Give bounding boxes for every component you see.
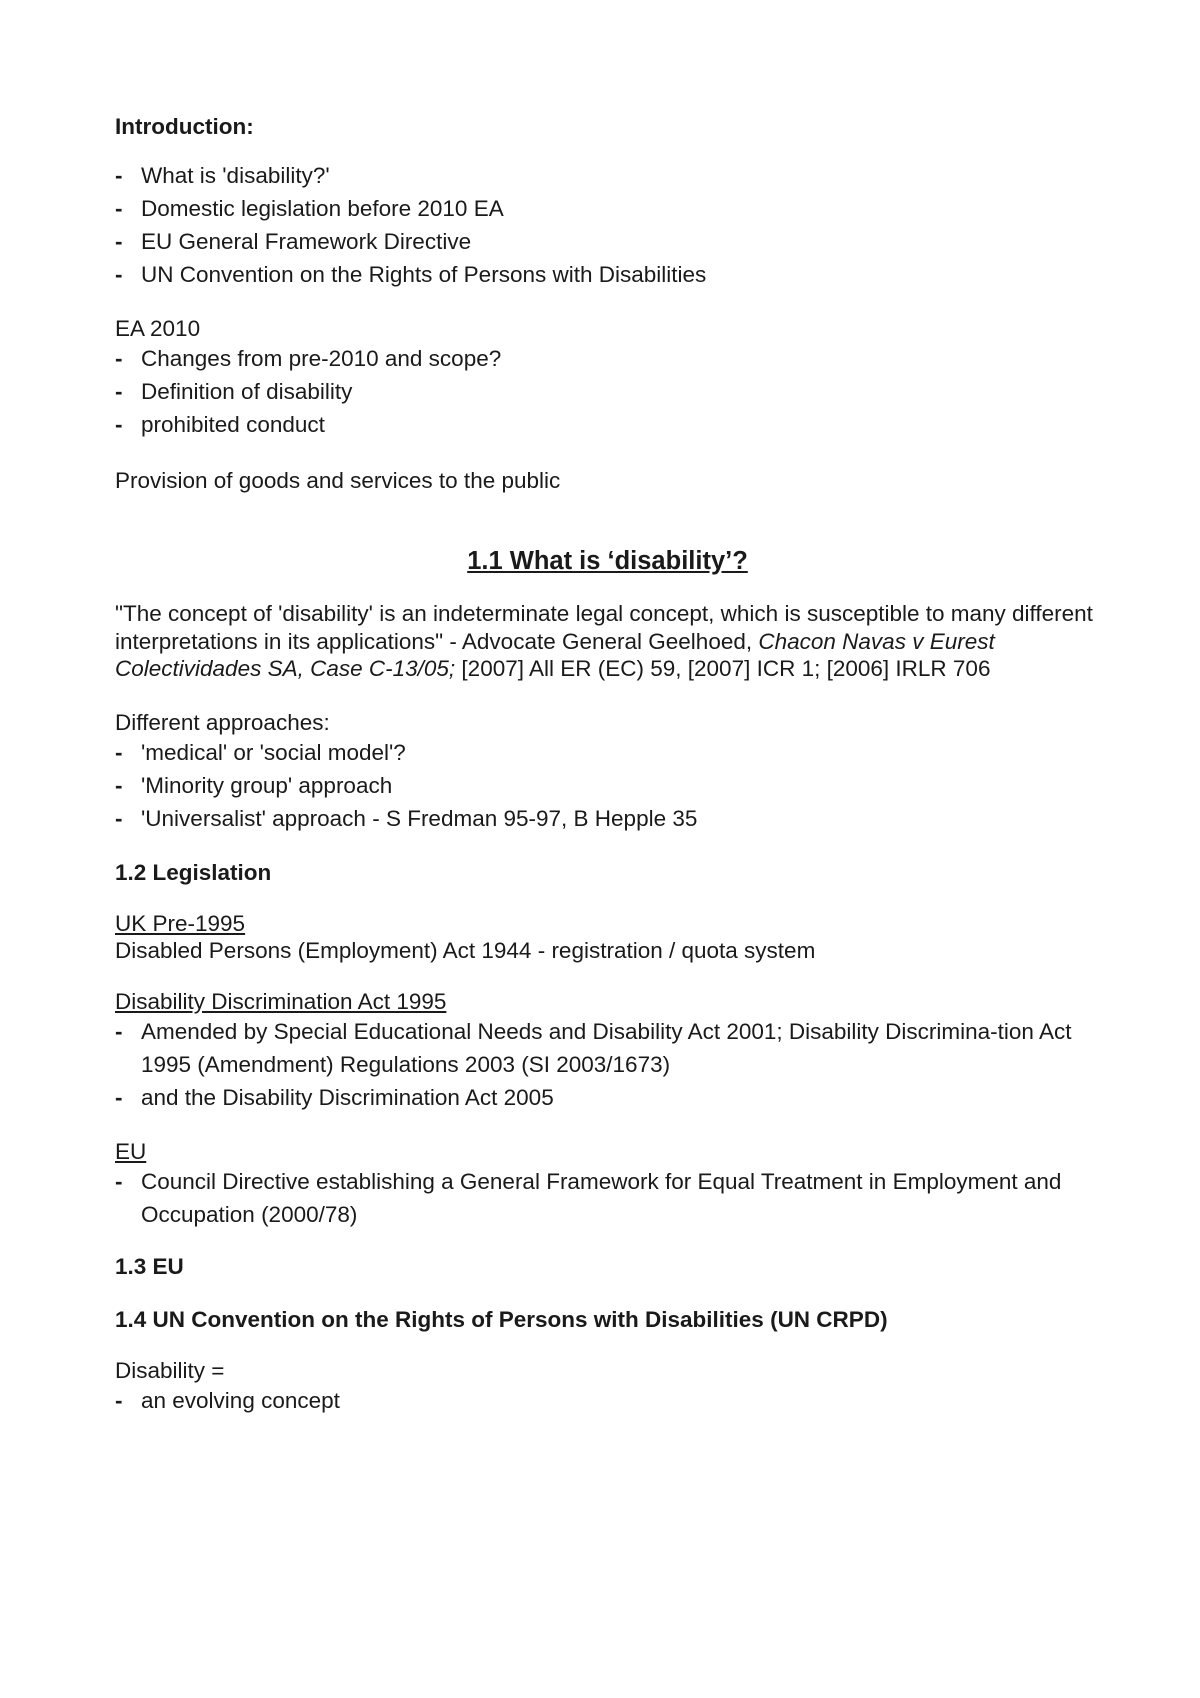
approaches-title: Different approaches: (115, 709, 330, 735)
dash-bullet: - (115, 805, 123, 831)
disability-def-list (115, 1384, 1100, 1417)
list-item: - UN Convention on the Rights of Persons with Disabilities (115, 258, 1100, 291)
approaches-list (115, 736, 1100, 835)
dda-list (115, 1015, 1100, 1114)
dash-bullet: - (115, 772, 123, 798)
list-item: - 'Universalist' approach - S Fredman 95-97, B Hepple 35 (115, 802, 1100, 835)
list-item: - What is 'disability?' (115, 159, 1100, 192)
list-item: - and the Disability Discrimination Act 2005 (115, 1081, 1100, 1114)
section-1-4-heading: 1.4 UN Convention on the Rights of Persons with Disabilities (UN CRPD) (115, 1306, 888, 1332)
list-item: - Council Directive establishing a General Framework for Equal Treatment in Employment and Occupation (2000/78) (115, 1165, 1100, 1231)
intro-list (115, 159, 1100, 291)
case-name: Chacon Navas v Eurest Colectividades SA, Case C-13/05; (115, 628, 995, 681)
list-item: - Amended by Special Educational Needs and Disability Act 2001; Disability Discrimina-tion Act 1995 (Amendment) Regulations 2003 (SI 2003/1673) (115, 1015, 1100, 1081)
dda-title: Disability Discrimination Act 1995 (115, 988, 447, 1014)
provision-text: Provision of goods and services to the public (115, 468, 561, 493)
intro-title: Introduction: (115, 114, 254, 139)
dash-bullet: - (115, 163, 123, 188)
list-item: - Domestic legislation before 2010 EA (115, 192, 1100, 225)
list-item: - 'medical' or 'social model'? (115, 736, 1100, 769)
dash-bullet: - (115, 1168, 123, 1194)
ea-list (115, 342, 1100, 441)
eu-title: EU (115, 1138, 147, 1164)
dash-bullet: - (115, 229, 123, 254)
dash-bullet: - (115, 379, 123, 404)
section-1-1-heading: 1.1 What is ‘disability’? (467, 547, 748, 575)
document-page (115, 113, 1100, 1417)
dash-bullet: - (115, 346, 123, 371)
list-item: - 'Minority group' approach (115, 769, 1100, 802)
list-item: - Definition of disability (115, 375, 1100, 408)
list-item: - EU General Framework Directive (115, 225, 1100, 258)
uk-pre-1995-title: UK Pre-1995 (115, 910, 246, 936)
dash-bullet: - (115, 196, 123, 221)
section-1-2-heading: 1.2 Legislation (115, 859, 272, 885)
ea-title: EA 2010 (115, 316, 201, 341)
section-1-3-heading: 1.3 EU (115, 1253, 184, 1279)
quote-paragraph: "The concept of 'disability' is an indeterminate legal concept, which is susceptible to many different interpretations in its applications" - Advocate General Geelhoed, Chacon Navas v Eurest Colectividades SA, Case C-13/05; [2007] All ER (EC) 59, [2007] ICR 1; [2006] IRLR 706 (115, 601, 1093, 681)
list-item: - Changes from pre-2010 and scope? (115, 342, 1100, 375)
list-item: - prohibited conduct (115, 408, 1100, 441)
list-item: - an evolving concept (115, 1384, 1100, 1417)
dash-bullet: - (115, 1084, 123, 1110)
dash-bullet: - (115, 412, 123, 437)
dash-bullet: - (115, 262, 123, 287)
dash-bullet: - (115, 1387, 123, 1413)
disability-def-title: Disability = (115, 1357, 225, 1383)
uk-pre-1995-text: Disabled Persons (Employment) Act 1944 - registration / quota system (115, 937, 816, 963)
dash-bullet: - (115, 739, 123, 765)
eu-list (115, 1165, 1100, 1231)
dash-bullet: - (115, 1018, 123, 1044)
